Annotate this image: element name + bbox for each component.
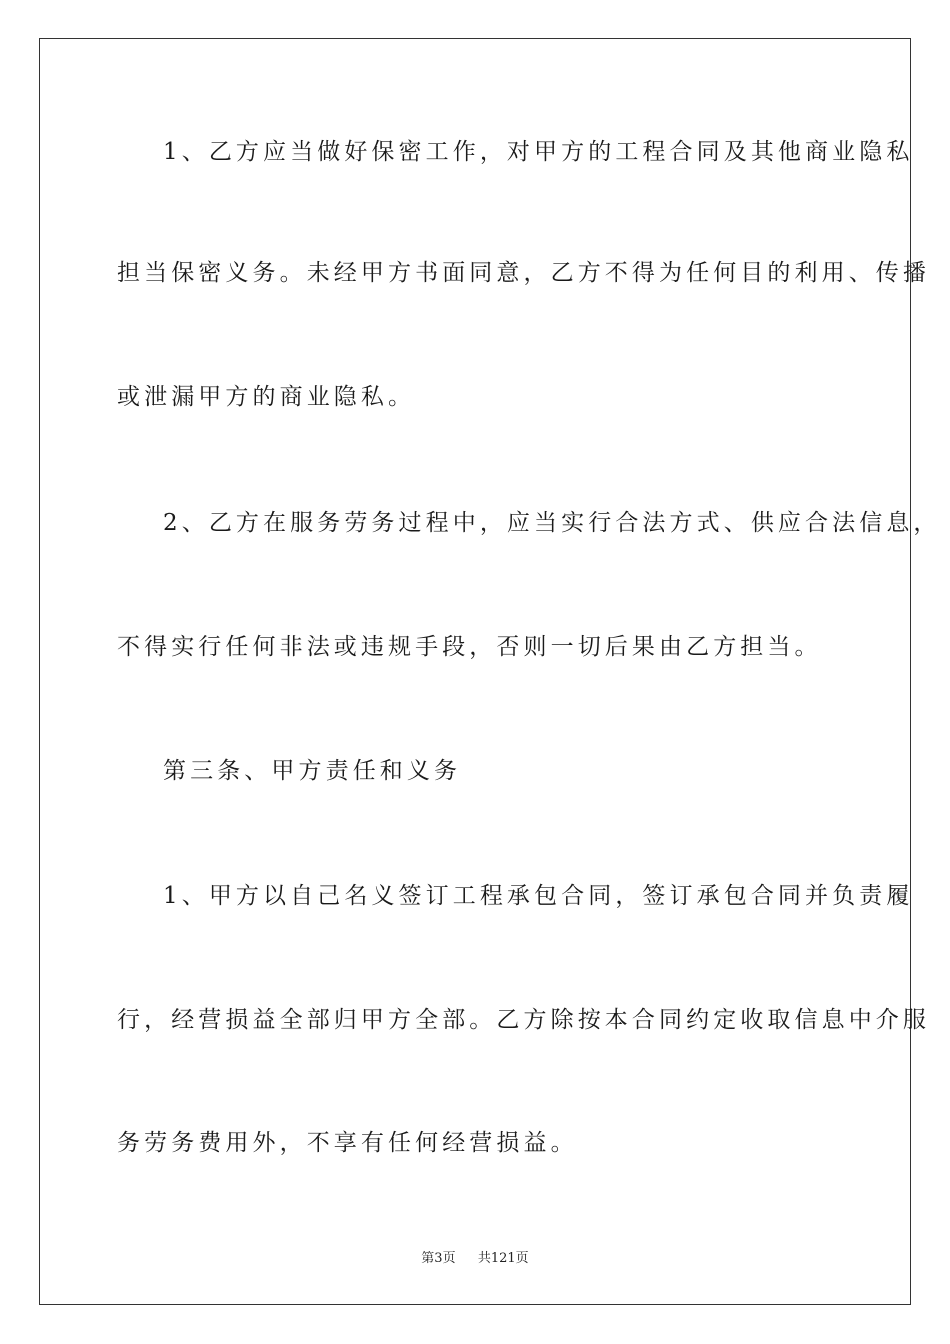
current-page-label: 第3页: [421, 1251, 456, 1266]
paragraph-line: 不得实行任何非法或违规手段，否则一切后果由乙方担当。: [117, 634, 822, 660]
total-pages-label: 共121页: [477, 1251, 529, 1266]
page-border: [39, 38, 941, 1305]
paragraph-line: 担当保密义务。未经甲方书面同意，乙方不得为任何目的利用、传播: [117, 260, 930, 286]
paragraph-line: 1、乙方应当做好保密工作，对甲方的工程合同及其他商业隐私: [163, 139, 914, 165]
paragraph-line: 或泄漏甲方的商业隐私。: [117, 384, 416, 410]
paragraph-line: 1、甲方以自己名义签订工程承包合同，签订承包合同并负责履: [163, 883, 914, 909]
paragraph-line: 2、乙方在服务劳务过程中，应当实行合法方式、供应合法信息，: [163, 510, 941, 536]
paragraph-line: 行，经营损益全部归甲方全部。乙方除按本合同约定收取信息中介服: [117, 1007, 930, 1033]
section-heading: 第三条、甲方责任和义务: [163, 758, 462, 784]
page-footer: [0, 1247, 950, 1266]
paragraph-line: 务劳务费用外，不享有任何经营损益。: [117, 1130, 578, 1156]
